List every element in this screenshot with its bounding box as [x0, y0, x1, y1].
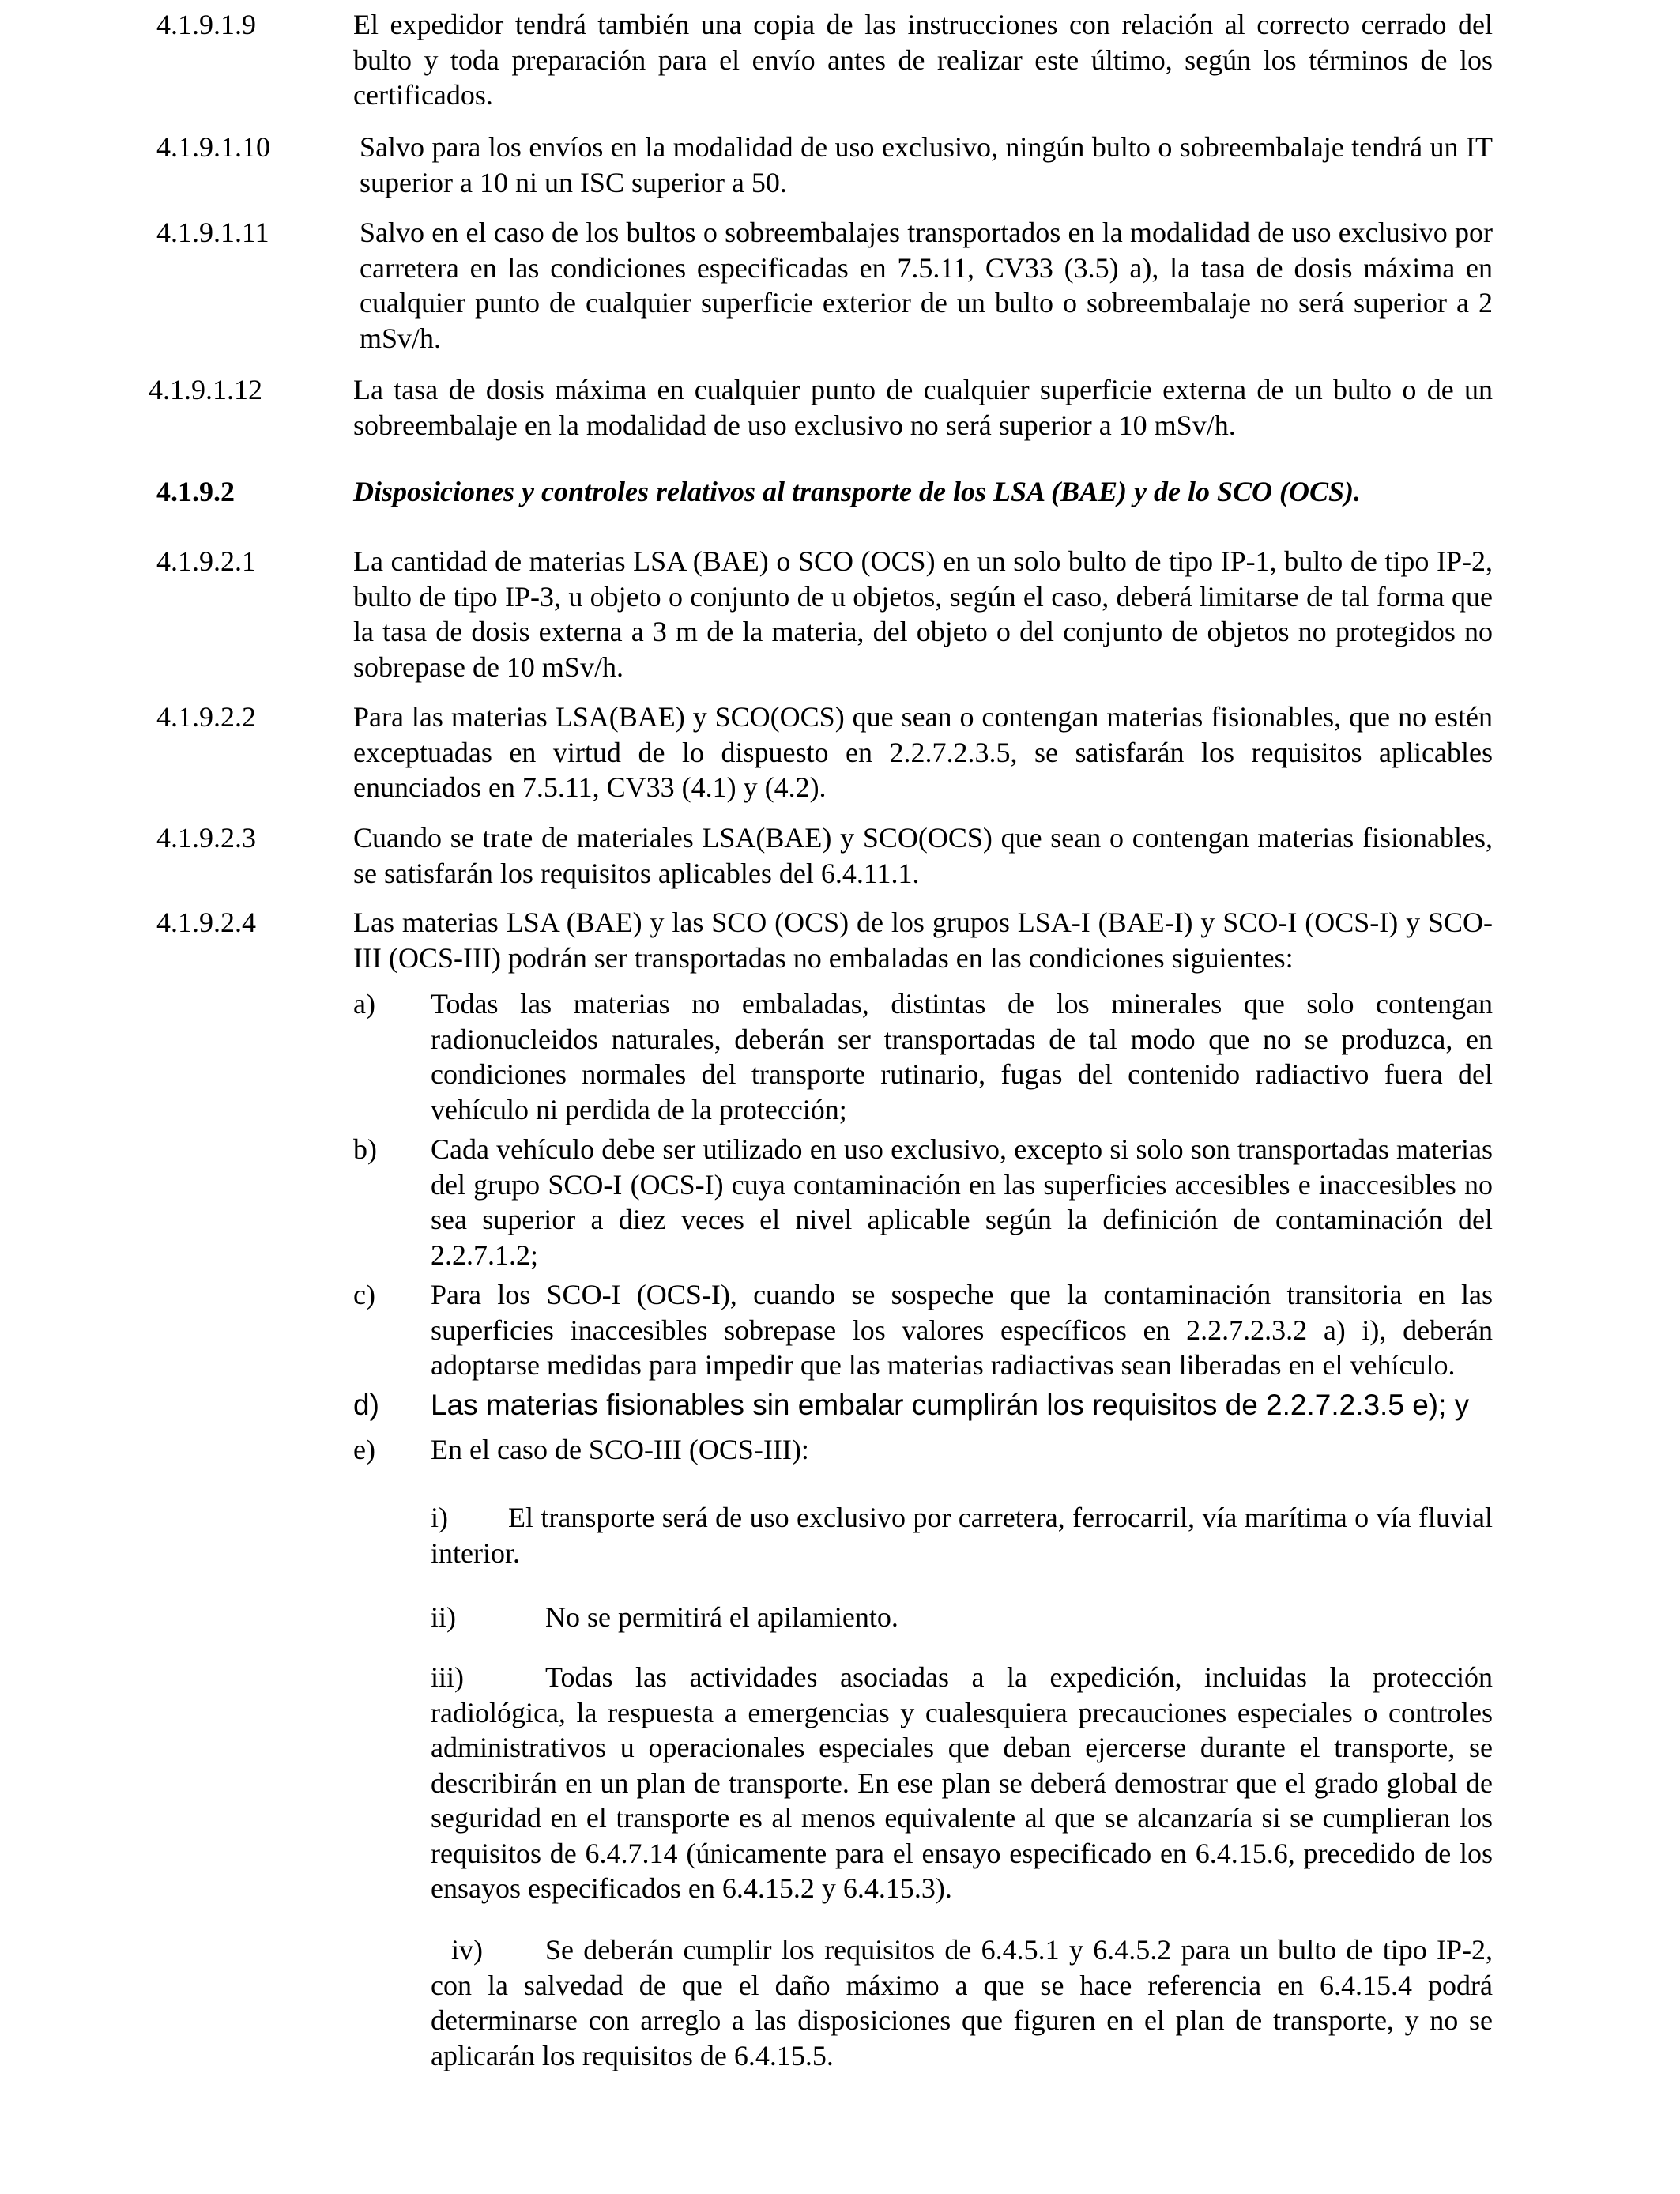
section-number: 4.1.9.2.2	[156, 701, 256, 733]
section-number: 4.1.9.1.9	[156, 9, 256, 40]
list-item-label: c)	[353, 1279, 375, 1310]
section-text: La cantidad de materias LSA (BAE) o SCO (OCS) en un solo bulto de tipo IP-1, bulto de tipo IP-2, bulto de tipo IP-3, u objeto o conjunto de u objetos, según el caso, deberá limitarse de tal forma que la tasa de dosis externa a 3 m de la materia, del objeto o del conjunto de objetos no protegidos no sobrepase de 10 mSv/h.	[353, 545, 1493, 683]
subitem-text: Todas las actividades asociadas a la expedición, incluidas la protección radiológica, la respuesta a emergencias y cualesquiera precauciones especiales o controles administrativos u operacionales especiales que deban ejercerse durante el transporte, se describirán en un plan de transporte. En ese plan se deberá demostrar que el grado global de seguridad en el transporte es al menos equivalente al que se alcanzaría si se cumplieran los requisitos de 6.4.7.14 (únicamente para el ensayo especificado en 6.4.15.6, precedido de los ensayos especificados en 6.4.15.2 y 6.4.15.3).	[431, 1661, 1493, 1904]
list-item-text: Todas las materias no embaladas, distintas de los minerales que solo contengan radionucleidos naturales, deberán ser transportadas de tal modo que no se produzca, en condiciones normales del transporte rutinario, fugas del contenido radiactivo fuera del vehículo ni perdida de la protección;	[431, 988, 1493, 1125]
list-item-label: d)	[353, 1389, 379, 1421]
subitem-label: ii)	[431, 1601, 456, 1633]
subitem-text: No se permitirá el apilamiento.	[545, 1601, 898, 1633]
list-item-text: Cada vehículo debe ser utilizado en uso exclusivo, excepto si solo son transportadas materias del grupo SCO-I (OCS-I) cuya contaminación en las superficies accesibles e inaccesibles no sea superior a diez veces el nivel aplicable según la definición de contaminación del 2.2.7.1.2;	[431, 1133, 1493, 1271]
subitem	[431, 1600, 1493, 1635]
subitem-text: El transporte será de uso exclusivo por carretera, ferrocarril, vía marítima o vía fluvial interior.	[431, 1502, 1493, 1569]
section-text: Las materias LSA (BAE) y las SCO (OCS) de los grupos LSA-I (BAE-I) y SCO-I (OCS-I) y SCO-III (OCS-III) podrán ser transportadas no embaladas en las condiciones siguientes:	[353, 907, 1493, 974]
subitem	[431, 1500, 1493, 1570]
list-item-text: Para los SCO-I (OCS-I), cuando se sospeche que la contaminación transitoria en las superficies inaccesibles sobrepase los valores específicos en 2.2.7.2.3.2 a) i), deberán adoptarse medidas para impedir que las materias radiactivas sean liberadas en el vehículo.	[431, 1279, 1493, 1381]
section-text: Para las materias LSA(BAE) y SCO(OCS) que sean o contengan materias fisionables, que no estén exceptuadas en virtud de lo dispuesto en 2.2.7.2.3.5, se satisfarán los requisitos aplicables enunciados en 7.5.11, CV33 (4.1) y (4.2).	[353, 701, 1493, 803]
section-number: 4.1.9.1.12	[149, 374, 262, 405]
list-item-text: En el caso de SCO-III (OCS-III):	[431, 1434, 809, 1465]
section-text: La tasa de dosis máxima en cualquier punto de cualquier superficie externa de un bulto o de un sobreembalaje en la modalidad de uso exclusivo no será superior a 10 mSv/h.	[353, 374, 1493, 441]
list-item-label: e)	[353, 1434, 375, 1465]
section-text: Salvo para los envíos en la modalidad de uso exclusivo, ningún bulto o sobreembalaje tendrá un IT superior a 10 ni un ISC superior a 50.	[360, 131, 1493, 198]
section-text: El expedidor tendrá también una copia de las instrucciones con relación al correcto cerrado del bulto y toda preparación para el envío antes de realizar este último, según los términos de los certificados.	[353, 9, 1493, 111]
list-item-label: b)	[353, 1133, 377, 1165]
section-number: 4.1.9.1.11	[156, 217, 269, 248]
section-text: Cuando se trate de materiales LSA(BAE) y SCO(OCS) que sean o contengan materias fisionables, se satisfarán los requisitos aplicables del 6.4.11.1.	[353, 822, 1493, 889]
section-number: 4.1.9.2.4	[156, 907, 256, 938]
subitem-label: i)	[431, 1502, 448, 1533]
subitem	[431, 1660, 1493, 1906]
section-text: Salvo en el caso de los bultos o sobreembalajes transportados en la modalidad de uso exclusivo por carretera en las condiciones especificadas en 7.5.11, CV33 (3.5) a), la tasa de dosis máxima en cualquier punto de cualquier superficie exterior de un bulto o sobreembalaje no será superior a 2 mSv/h.	[360, 217, 1493, 354]
section-heading: Disposiciones y controles relativos al transporte de los LSA (BAE) y de lo SCO (OCS).	[353, 476, 1362, 507]
section-number: 4.1.9.2	[156, 476, 235, 507]
section-number: 4.1.9.2.3	[156, 822, 256, 854]
subitem-label: iii)	[431, 1661, 464, 1693]
list-item-text: Las materias fisionables sin embalar cumplirán los requisitos de 2.2.7.2.3.5 e); y	[431, 1389, 1470, 1421]
list-item-label: a)	[353, 988, 375, 1020]
section-number: 4.1.9.1.10	[156, 131, 270, 163]
subitem-label: iv)	[451, 1934, 483, 1966]
section-number: 4.1.9.2.1	[156, 545, 256, 577]
subitem-text: Se deberán cumplir los requisitos de 6.4.5.1 y 6.4.5.2 para un bulto de tipo IP-2, con la salvedad de que el daño máximo a que se hace referencia en 6.4.15.4 podrá determinarse con arreglo a las disposiciones que figuren en el plan de transporte, y no se aplicarán los requisitos de 6.4.15.5.	[431, 1934, 1493, 2071]
subitem	[431, 1932, 1493, 2073]
